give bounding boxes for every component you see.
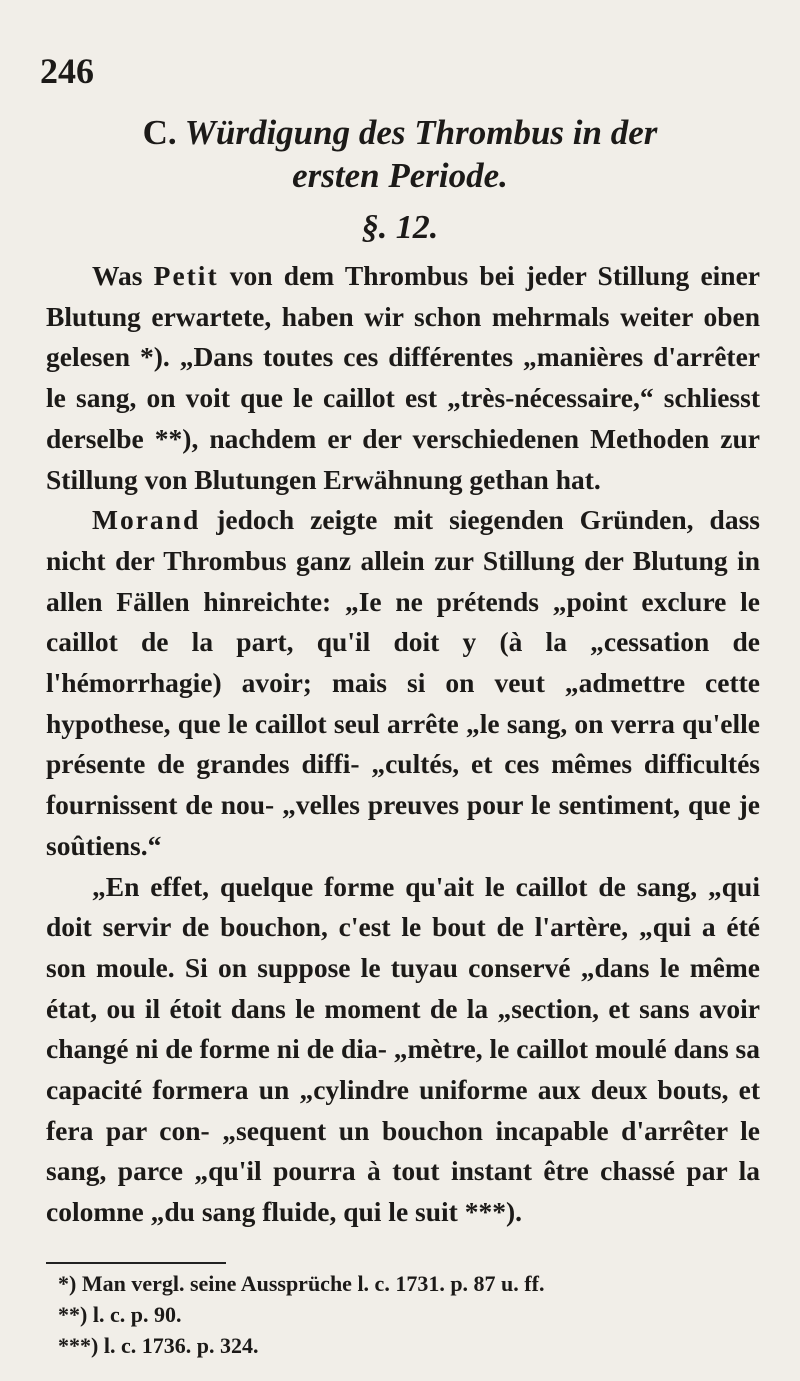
- author-name-petit: Petit: [153, 260, 219, 291]
- chapter-title-line-1: Würdigung des Thrombus in der: [184, 113, 658, 152]
- paragraph-3: [46, 867, 760, 1233]
- page-number: 246: [40, 51, 94, 91]
- footnotes: [58, 1268, 758, 1361]
- body-text: [46, 256, 760, 1233]
- footnote-3: ***) l. c. 1736. p. 324.: [58, 1333, 259, 1358]
- chapter-title-line-2: ersten Periode.: [292, 156, 508, 195]
- author-name-morand: Morand: [92, 504, 201, 536]
- chapter-heading: [60, 113, 740, 153]
- paragraph-2-text: jedoch zeigte mit siegenden Gründen, dass nicht der Thrombus ganz allein zur Stillung der Blutung in allen Fällen hinreichte: „Ie ne prétends „point exclure le caillot de la part, qu'il doit y (à la „cessation de l'hémorrhagie) avoir; mais si on veut „admettre cette hypothese, que le caillot seul arrête „le sang, on verra qu'elle présente de grandes diffi- „cultés, et ces mêmes difficultés fournissent de nou- „velles preuves pour le sentiment, que je soûtiens.“: [46, 504, 760, 861]
- footnote-2: **) l. c. p. 90.: [58, 1302, 182, 1327]
- paragraph-3-text: „En effet, quelque forme qu'ait le caillot de sang, „qui doit servir de bouchon, c'est le bout de l'artère, „qui a été son moule. Si on suppose le tuyau conservé „dans le même état, ou il étoit dans le moment de la „section, et sans avoir changé ni de forme ni de dia- „mètre, le caillot moulé dans sa capacité formera un „cylindre uniforme aux deux bouts, et fera par con- „sequent un bouchon incapable d'arrêter le sang, parce „qu'il pourra à tout instant être chassé par la colomne „du sang fluide, qui le suit ***).: [46, 870, 760, 1228]
- footnote-1: *) Man vergl. seine Aussprüche l. c. 1731. p. 87 u. ff.: [58, 1271, 545, 1296]
- paragraph-1: [46, 256, 760, 500]
- paragraph-1-start: Was: [92, 260, 154, 291]
- footnote-rule: [46, 1262, 226, 1264]
- section-mark: §. 12.: [361, 209, 439, 246]
- paragraph-2: [46, 500, 760, 866]
- chapter-letter: C.: [142, 113, 177, 152]
- paragraph-1-text: von dem Thrombus bei jeder Stillung einer Blutung erwartete, haben wir schon mehrmals weiter oben gelesen *). „Dans toutes ces différentes „manières d'arrêter le sang, on voit que le caillot est „très-nécessaire,“ schliesst derselbe **), nachdem er der verschiedenen Methoden zur Stillung von Blutungen Erwähnung gethan hat.: [46, 260, 760, 495]
